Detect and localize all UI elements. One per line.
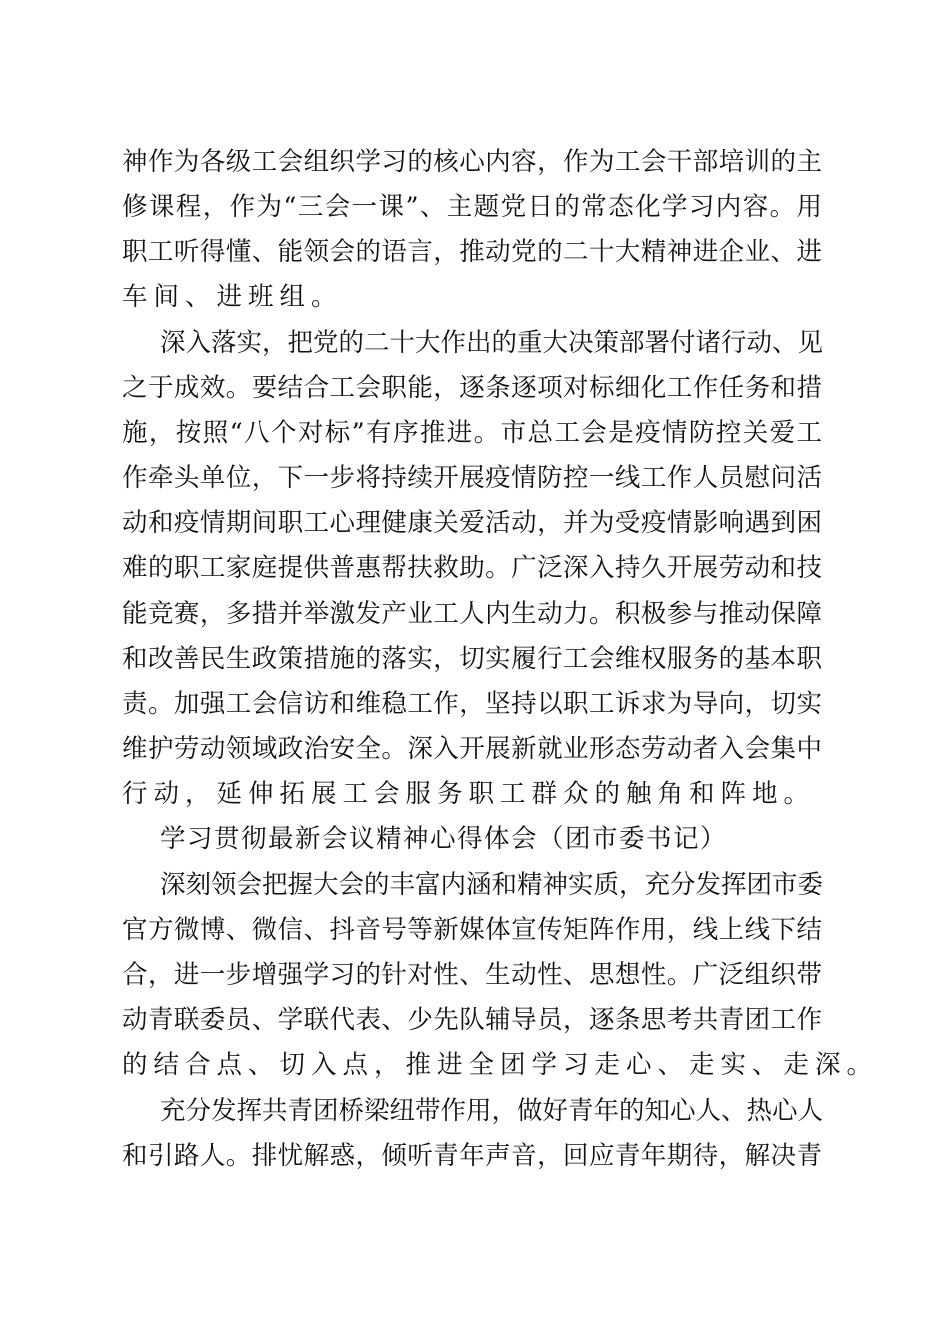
text-line: 动青联委员、学联代表、少先队辅导员，逐条思考共青团工作 — [122, 1005, 822, 1035]
paragraph-start-line: 深入落实，把党的二十大作出的重大决策部署付诸行动、见 — [160, 328, 824, 358]
text-line: 行动，延伸拓展工会服务职工群众的触角和阵地。 — [122, 779, 816, 809]
text-line: 的结合点、切入点，推进全团学习走心、走实、走深。 — [122, 1050, 879, 1080]
section-heading: 学习贯彻最新会议精神心得体会（团市委书记） — [160, 824, 728, 854]
paragraph-start-line: 深刻领会把握大会的丰富内涵和精神实质，充分发挥团市委 — [160, 870, 824, 900]
text-line: 和改善民生政策措施的落实，切实履行工会维权服务的基本职 — [122, 644, 822, 674]
text-line: 和引路人。排忧解惑，倾听青年声音，回应青年期待，解决青 — [122, 1141, 822, 1171]
text-line: 维护劳动领域政治安全。深入开展新就业形态劳动者入会集中 — [122, 734, 822, 764]
text-line: 作牵头单位，下一步将持续开展疫情防控一线工作人员慰问活 — [122, 463, 822, 493]
text-line: 修课程，作为“三会一课”、主题党日的常态化学习内容。用 — [122, 192, 822, 222]
text-line: 能竞赛，多措并举激发产业工人内生动力。积极参与推动保障 — [122, 599, 822, 629]
text-line: 施，按照“八个对标”有序推进。市总工会是疫情防控关爱工 — [122, 418, 822, 448]
text-line: 动和疫情期间职工心理健康关爱活动，并为受疫情影响遇到困 — [122, 508, 822, 538]
paragraph-start-line: 充分发挥共青团桥梁纽带作用，做好青年的知心人、热心人 — [160, 1096, 824, 1126]
text-line: 职工听得懂、能领会的语言，推动党的二十大精神进企业、进 — [122, 237, 822, 267]
text-line: 之于成效。要结合工会职能，逐条逐项对标细化工作任务和措 — [122, 373, 822, 403]
text-line: 难的职工家庭提供普惠帮扶救助。广泛深入持久开展劳动和技 — [122, 553, 822, 583]
text-line: 合，进一步增强学习的针对性、生动性、思想性。广泛组织带 — [122, 960, 822, 990]
text-line: 官方微博、微信、抖音号等新媒体宣传矩阵作用，线上线下结 — [122, 915, 822, 945]
text-line: 神作为各级工会组织学习的核心内容，作为工会干部培训的主 — [122, 147, 822, 177]
text-line: 责。加强工会信访和维稳工作，坚持以职工诉求为导向，切实 — [122, 689, 822, 719]
text-line: 车间、进班组。 — [122, 282, 343, 312]
